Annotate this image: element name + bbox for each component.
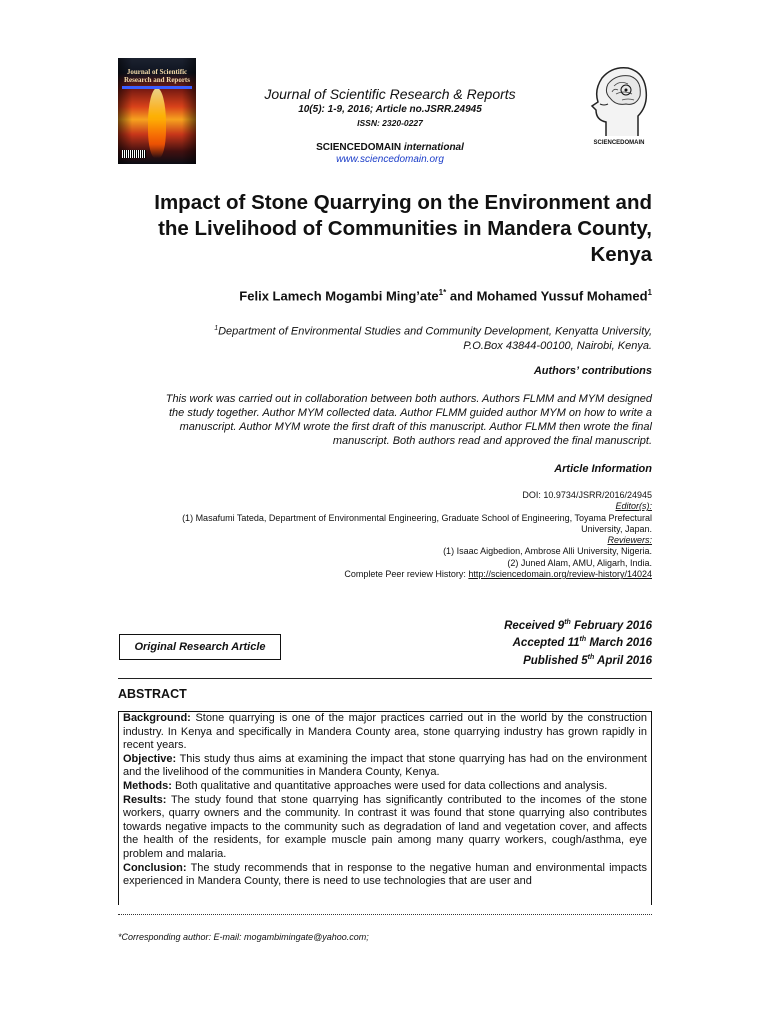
abstract-text: The study recommends that in response to the negative human and environmental impacts experienced in Mandera County, there is need to use technologies that are user and [123, 861, 647, 888]
abstract-label: Results: [123, 793, 167, 806]
abstract-label: Background: [123, 712, 191, 724]
doi: DOI: 10.9734/JSRR/2016/24945 [522, 490, 652, 500]
contributions-line: the study together. Author MYM collected data. Author FLMM guided author MYM on how to write a [168, 407, 652, 419]
affiliation [100, 322, 652, 353]
affiliation-line [100, 322, 652, 339]
reviewer-entry: (1) Isaac Aigbedion, Ambrose Alli University, Nigeria. [443, 546, 652, 557]
abstract-label: Objective: [123, 752, 177, 765]
date-text: Accepted 11 [512, 637, 580, 650]
publication-dates [400, 616, 652, 668]
journal-issn: ISSN: 2320-0227 [357, 118, 423, 128]
author-affil-marker: 1 [647, 288, 652, 297]
contributions-line: manuscript. Author MYM wrote the first draft of this manuscript. Author FLMM then wrote the final [179, 421, 652, 433]
editor-entry-cont: University, Japan. [581, 523, 652, 534]
section-divider [118, 678, 652, 679]
reviewer-entry: (2) Juned Alam, AMU, Aligarh, India. [507, 557, 652, 568]
author-name: Mohamed Yussuf Mohamed [476, 288, 648, 304]
abstract-background [123, 712, 647, 753]
corresponding-author-footnote: *Corresponding author: E-mail: mogambimingate@yahoo.com; [118, 932, 369, 942]
review-history-label: Complete Peer review History: [344, 569, 469, 580]
abstract-text: Both qualitative and quantitative approaches were used for data collections and analysis. [171, 779, 608, 792]
contributions-text [100, 392, 652, 448]
journal-volume: 10(5): 1-9, 2016; Article no.JSRR.24945 [298, 104, 482, 115]
publisher-name [220, 142, 560, 153]
cover-band [122, 86, 192, 89]
journal-cover-image [118, 58, 196, 164]
abstract-heading: ABSTRACT [118, 687, 187, 701]
publisher-url[interactable]: www.sciencedomain.org [336, 154, 444, 165]
review-history [100, 569, 652, 580]
abstract-objective [123, 753, 647, 780]
editors-label: Editor(s): [615, 501, 652, 512]
article-type-badge: Original Research Article [119, 634, 281, 660]
contributions-line: This work was carried out in collaboration between both authors. Authors FLMM and MYM designed [165, 393, 652, 405]
date-text: February 2016 [570, 619, 652, 632]
date-ordinal: th [564, 619, 571, 626]
abstract-text: The study found that stone quarrying has significantly contributed to the incomes of the stone workers, quarry owners and the community. In contrast it was found that stone quarrying also contributes towards negative impacts to the community such as degradation of land and vegetation cover, and affects the health of the residents, for example muscle pain among many quarry workers, cough/asthma, eye problem and malaria. [123, 793, 647, 860]
cover-barcode [122, 150, 146, 158]
contributions-heading: Authors’ contributions [533, 365, 652, 377]
author-list [100, 288, 652, 303]
brain-head-logo-icon [586, 62, 652, 146]
abstract-text: This study thus aims at examining the impact that stone quarrying has had on the environment and the livelihood of the communities in Mandera County, Kenya. [123, 752, 647, 779]
title-line: the Livelihood of Communities in Mandera County, [158, 217, 652, 240]
date-text: Received 9 [504, 619, 565, 632]
abstract-box [118, 711, 652, 905]
affiliation-text: Department of Environmental Studies and Community Development, Kenyatta University, [218, 325, 652, 338]
affiliation-line: P.O.Box 43844-00100, Nairobi, Kenya. [463, 339, 652, 352]
accepted-date [400, 633, 652, 650]
paper-title [100, 190, 652, 268]
author-name: Felix Lamech Mogambi Ming’ate [239, 288, 439, 304]
editor-entry: (1) Masafumi Tateda, Department of Environmental Engineering, Graduate School of Engineering, Toyama Prefectural [182, 512, 652, 523]
date-ordinal: th [579, 636, 587, 644]
cover-title: Journal of Scientific Research and Reports [124, 68, 190, 84]
reviewers-label: Reviewers: [607, 535, 652, 546]
affiliation-marker: 1 [214, 325, 219, 332]
abstract-label: Conclusion: [123, 861, 187, 874]
publisher-italic: international [403, 142, 464, 153]
author-affil-marker: 1* [438, 288, 447, 297]
review-history-link[interactable]: http://sciencedomain.org/review-history/14024 [468, 569, 652, 580]
footnote-divider [118, 914, 652, 915]
received-date [400, 616, 652, 633]
date-ordinal: th [587, 653, 595, 661]
title-line: Impact of Stone Quarrying on the Environment and [154, 191, 652, 214]
contributions-line: manuscript. Both authors read and approved the final manuscript. [332, 435, 652, 447]
published-date [400, 651, 652, 668]
date-text: March 2016 [586, 637, 652, 650]
publisher-bold: SCIENCEDOMAIN [316, 142, 402, 153]
logo-caption: SCIENCEDOMAIN [593, 140, 645, 146]
article-info [100, 490, 652, 580]
date-text: April 2016 [594, 654, 652, 667]
journal-name: Journal of Scientific Research & Reports [264, 86, 516, 102]
date-text: Published 5 [523, 654, 588, 667]
abstract-label: Methods: [123, 779, 172, 792]
title-line: Kenya [590, 243, 652, 266]
article-info-heading: Article Information [554, 463, 652, 475]
author-joiner: and [446, 288, 477, 304]
abstract-text: Stone quarrying is one of the major practices carried out in the world by the construction industry. In Kenya and specifically in Mandera County area, stone quarrying industry has grown rapidly in recent years. [123, 712, 647, 752]
abstract-conclusion [123, 862, 647, 889]
abstract-methods [123, 780, 647, 794]
cover-flame-graphic [148, 88, 166, 158]
abstract-results [123, 794, 647, 862]
